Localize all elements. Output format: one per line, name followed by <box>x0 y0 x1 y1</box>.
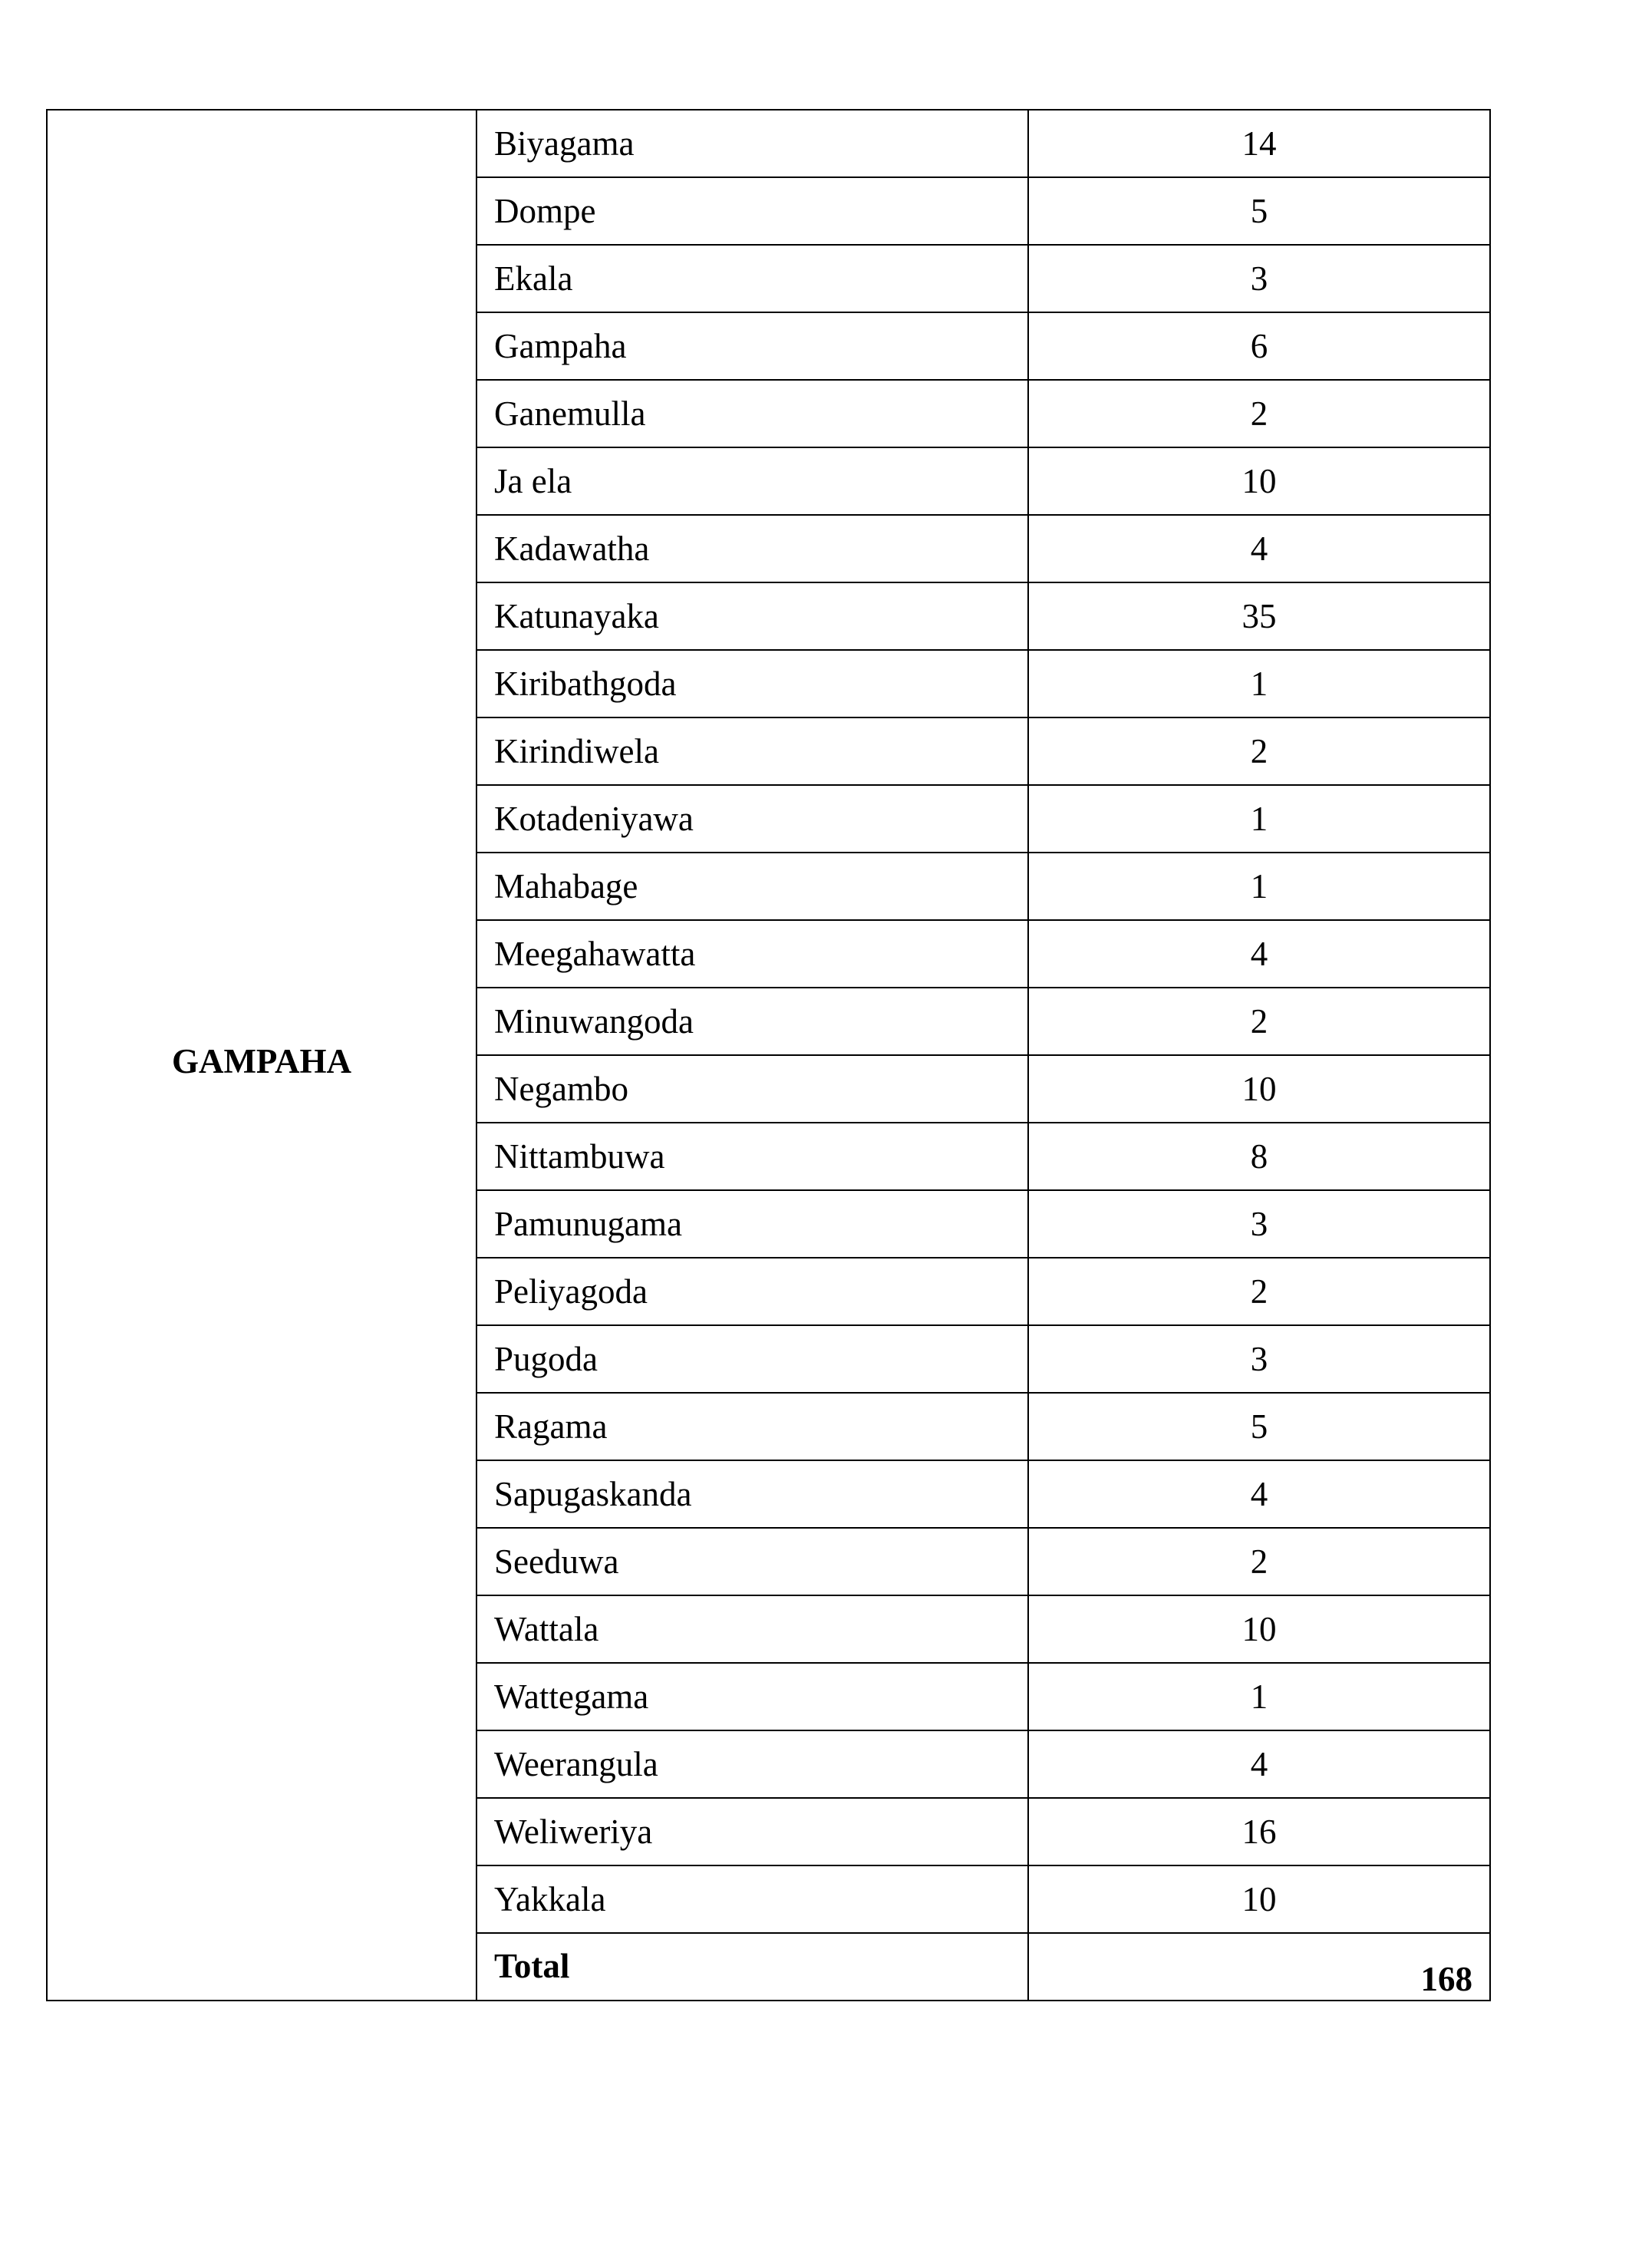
count-cell: 1 <box>1028 650 1490 717</box>
count-cell: 35 <box>1028 582 1490 650</box>
city-name-cell: Kadawatha <box>476 515 1028 582</box>
city-name-cell: Sapugaskanda <box>476 1460 1028 1528</box>
count-cell: 4 <box>1028 1460 1490 1528</box>
city-name-cell: Meegahawatta <box>476 920 1028 988</box>
count-cell: 16 <box>1028 1798 1490 1865</box>
city-name-cell: Ganemulla <box>476 380 1028 447</box>
city-name-cell: Mahabage <box>476 853 1028 920</box>
city-name-cell: Dompe <box>476 177 1028 245</box>
count-cell: 10 <box>1028 447 1490 515</box>
city-name-cell: Kiribathgoda <box>476 650 1028 717</box>
count-cell: 4 <box>1028 1730 1490 1798</box>
count-cell: 10 <box>1028 1865 1490 1933</box>
count-cell: 2 <box>1028 988 1490 1055</box>
city-name-cell: Kotadeniyawa <box>476 785 1028 853</box>
count-cell: 2 <box>1028 1258 1490 1325</box>
count-cell: 1 <box>1028 785 1490 853</box>
city-name-cell: Weliweriya <box>476 1798 1028 1865</box>
city-name-cell: Seeduwa <box>476 1528 1028 1595</box>
city-name-cell: Biyagama <box>476 110 1028 177</box>
total-label: Total <box>476 1933 1028 2001</box>
count-cell: 1 <box>1028 1663 1490 1730</box>
table-body <box>47 110 1490 2001</box>
city-name-cell: Yakkala <box>476 1865 1028 1933</box>
city-name-cell: Peliyagoda <box>476 1258 1028 1325</box>
city-name-cell: Wattegama <box>476 1663 1028 1730</box>
city-name-cell: Gampaha <box>476 312 1028 380</box>
count-cell: 3 <box>1028 245 1490 312</box>
count-cell: 4 <box>1028 920 1490 988</box>
count-cell: 14 <box>1028 110 1490 177</box>
city-name-cell: Minuwangoda <box>476 988 1028 1055</box>
city-name-cell: Ja ela <box>476 447 1028 515</box>
count-cell: 10 <box>1028 1055 1490 1123</box>
city-name-cell: Katunayaka <box>476 582 1028 650</box>
count-cell: 3 <box>1028 1325 1490 1393</box>
count-cell: 5 <box>1028 177 1490 245</box>
count-cell: 2 <box>1028 717 1490 785</box>
district-city-count-table <box>46 109 1491 2001</box>
district-cell <box>47 110 476 2001</box>
count-cell: 4 <box>1028 515 1490 582</box>
city-name-cell: Pugoda <box>476 1325 1028 1393</box>
count-cell: 1 <box>1028 853 1490 920</box>
count-cell: 8 <box>1028 1123 1490 1190</box>
table-row <box>47 110 1490 177</box>
district-name: GAMPAHA <box>171 1041 352 1080</box>
city-name-cell: Weerangula <box>476 1730 1028 1798</box>
count-cell: 6 <box>1028 312 1490 380</box>
city-name-cell: Ekala <box>476 245 1028 312</box>
count-cell: 2 <box>1028 1528 1490 1595</box>
total-value: 168 <box>1028 1933 1490 2001</box>
city-name-cell: Kirindiwela <box>476 717 1028 785</box>
count-cell: 5 <box>1028 1393 1490 1460</box>
city-name-cell: Ragama <box>476 1393 1028 1460</box>
city-name-cell: Negambo <box>476 1055 1028 1123</box>
city-name-cell: Pamunugama <box>476 1190 1028 1258</box>
city-name-cell: Nittambuwa <box>476 1123 1028 1190</box>
count-cell: 2 <box>1028 380 1490 447</box>
count-cell: 3 <box>1028 1190 1490 1258</box>
count-cell: 10 <box>1028 1595 1490 1663</box>
city-name-cell: Wattala <box>476 1595 1028 1663</box>
